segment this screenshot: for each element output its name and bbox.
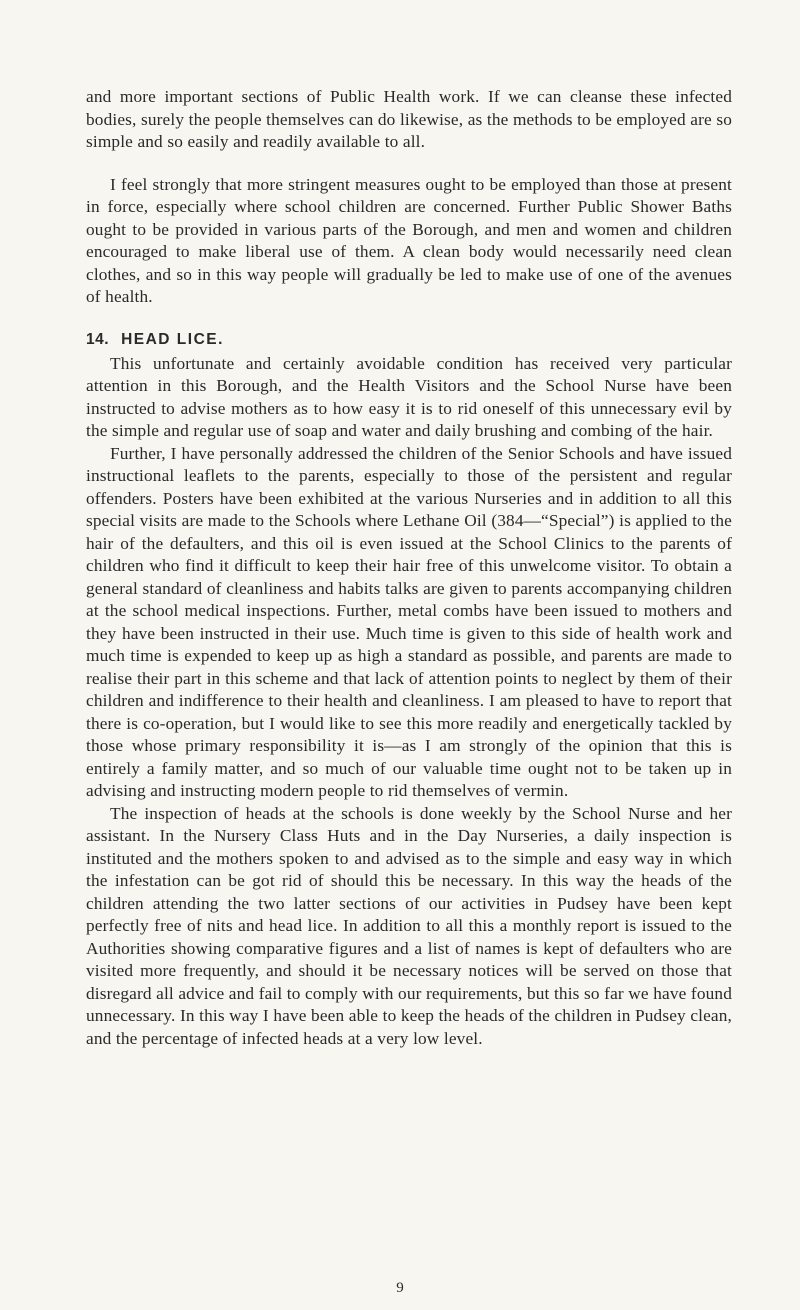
paragraph-head-lice-intro: This unfortunate and certainly avoidable condition has received very particular attention in this Borough, and the Health Visitors and the School Nurse have been instructed to advise mothers as to how easy it is to rid oneself of this unnecessary evil by the simple and regular use of soap and water and daily brushing and combing of the hair. bbox=[86, 353, 732, 440]
page-number: 9 bbox=[396, 1280, 404, 1296]
paragraph-shower-baths: I feel strongly that more stringent measures ought to be employed than those at present in force, especially where school children are concerned. Further Public Shower Baths ought to be provided in various parts of the Borough, and men and women and children encouraged to make liberal use of them. A clean body would necessarily need clean clothes, and so in this way people will gradually be led to make use of one of the avenues of health. bbox=[86, 174, 732, 306]
section-heading bbox=[86, 331, 732, 349]
paragraph-head-lice-measures: Further, I have personally addressed the children of the Senior Schools and have issued instructional leaflets to the parents, especially to those of the persistent and regular offenders. Posters have been exhibited at the various Nurseries and in addition to all this special visits are made to the Schools where Lethane Oil (384—“Special”) is applied to the hair of the defaulters, and this oil is even issued at the School Clinics to the parents of children who find it difficult to keep their hair free of this unwelcome visitor. To obtain a general standard of cleanliness and habits talks are given to parents accompanying children at the school medical inspections. Further, metal combs have been issued to mothers and they have been instructed in their use. Much time is given to this side of health work and much time is expended to keep up as high a standard as possible, and parents are made to realise their part in this scheme and that lack of attention points to neglect by them of their children and indifference to their health and cleanliness. I am pleased to have to report that there is co-operation, but I would like to see this more readily and energetically tackled by those whose primary responsibility it is—as I am strongly of the opinion that this is entirely a family matter, and so much of our valuable time ought not to be taken up in advising and instructing modern people to rid themselves of vermin. bbox=[86, 443, 732, 800]
section-number: 14. bbox=[86, 330, 110, 348]
document-page bbox=[86, 86, 732, 1050]
section-title: HEAD LICE. bbox=[121, 330, 224, 348]
paragraph-head-lice-inspection: The inspection of heads at the schools is done weekly by the School Nurse and her assistant. In the Nursery Class Huts and in the Day Nurseries, a daily inspection is instituted and the mothers spoken to and advised as to the simple and easy way in which the infestation can be got rid of should this be necessary. In this way the heads of the children attending the two latter sections of our activities in Pudsey have been kept perfectly free of nits and head lice. In addition to all this a monthly report is issued to the Authorities showing comparative figures and a list of names is kept of defaulters who are visited more frequently, and should it be necessary notices will be served on those that disregard all advice and fail to comply with our requirements, but this so far we have found unnecessary. In this way I have been able to keep the heads of the children in Pudsey clean, and the percentage of infected heads at a very low level. bbox=[86, 803, 732, 1048]
paragraph-continuation: and more important sections of Public Health work. If we can cleanse these infected bodies, surely the people themselves can do likewise, as the methods to be employed are so simple and so easily and readily available to all. bbox=[86, 87, 732, 151]
